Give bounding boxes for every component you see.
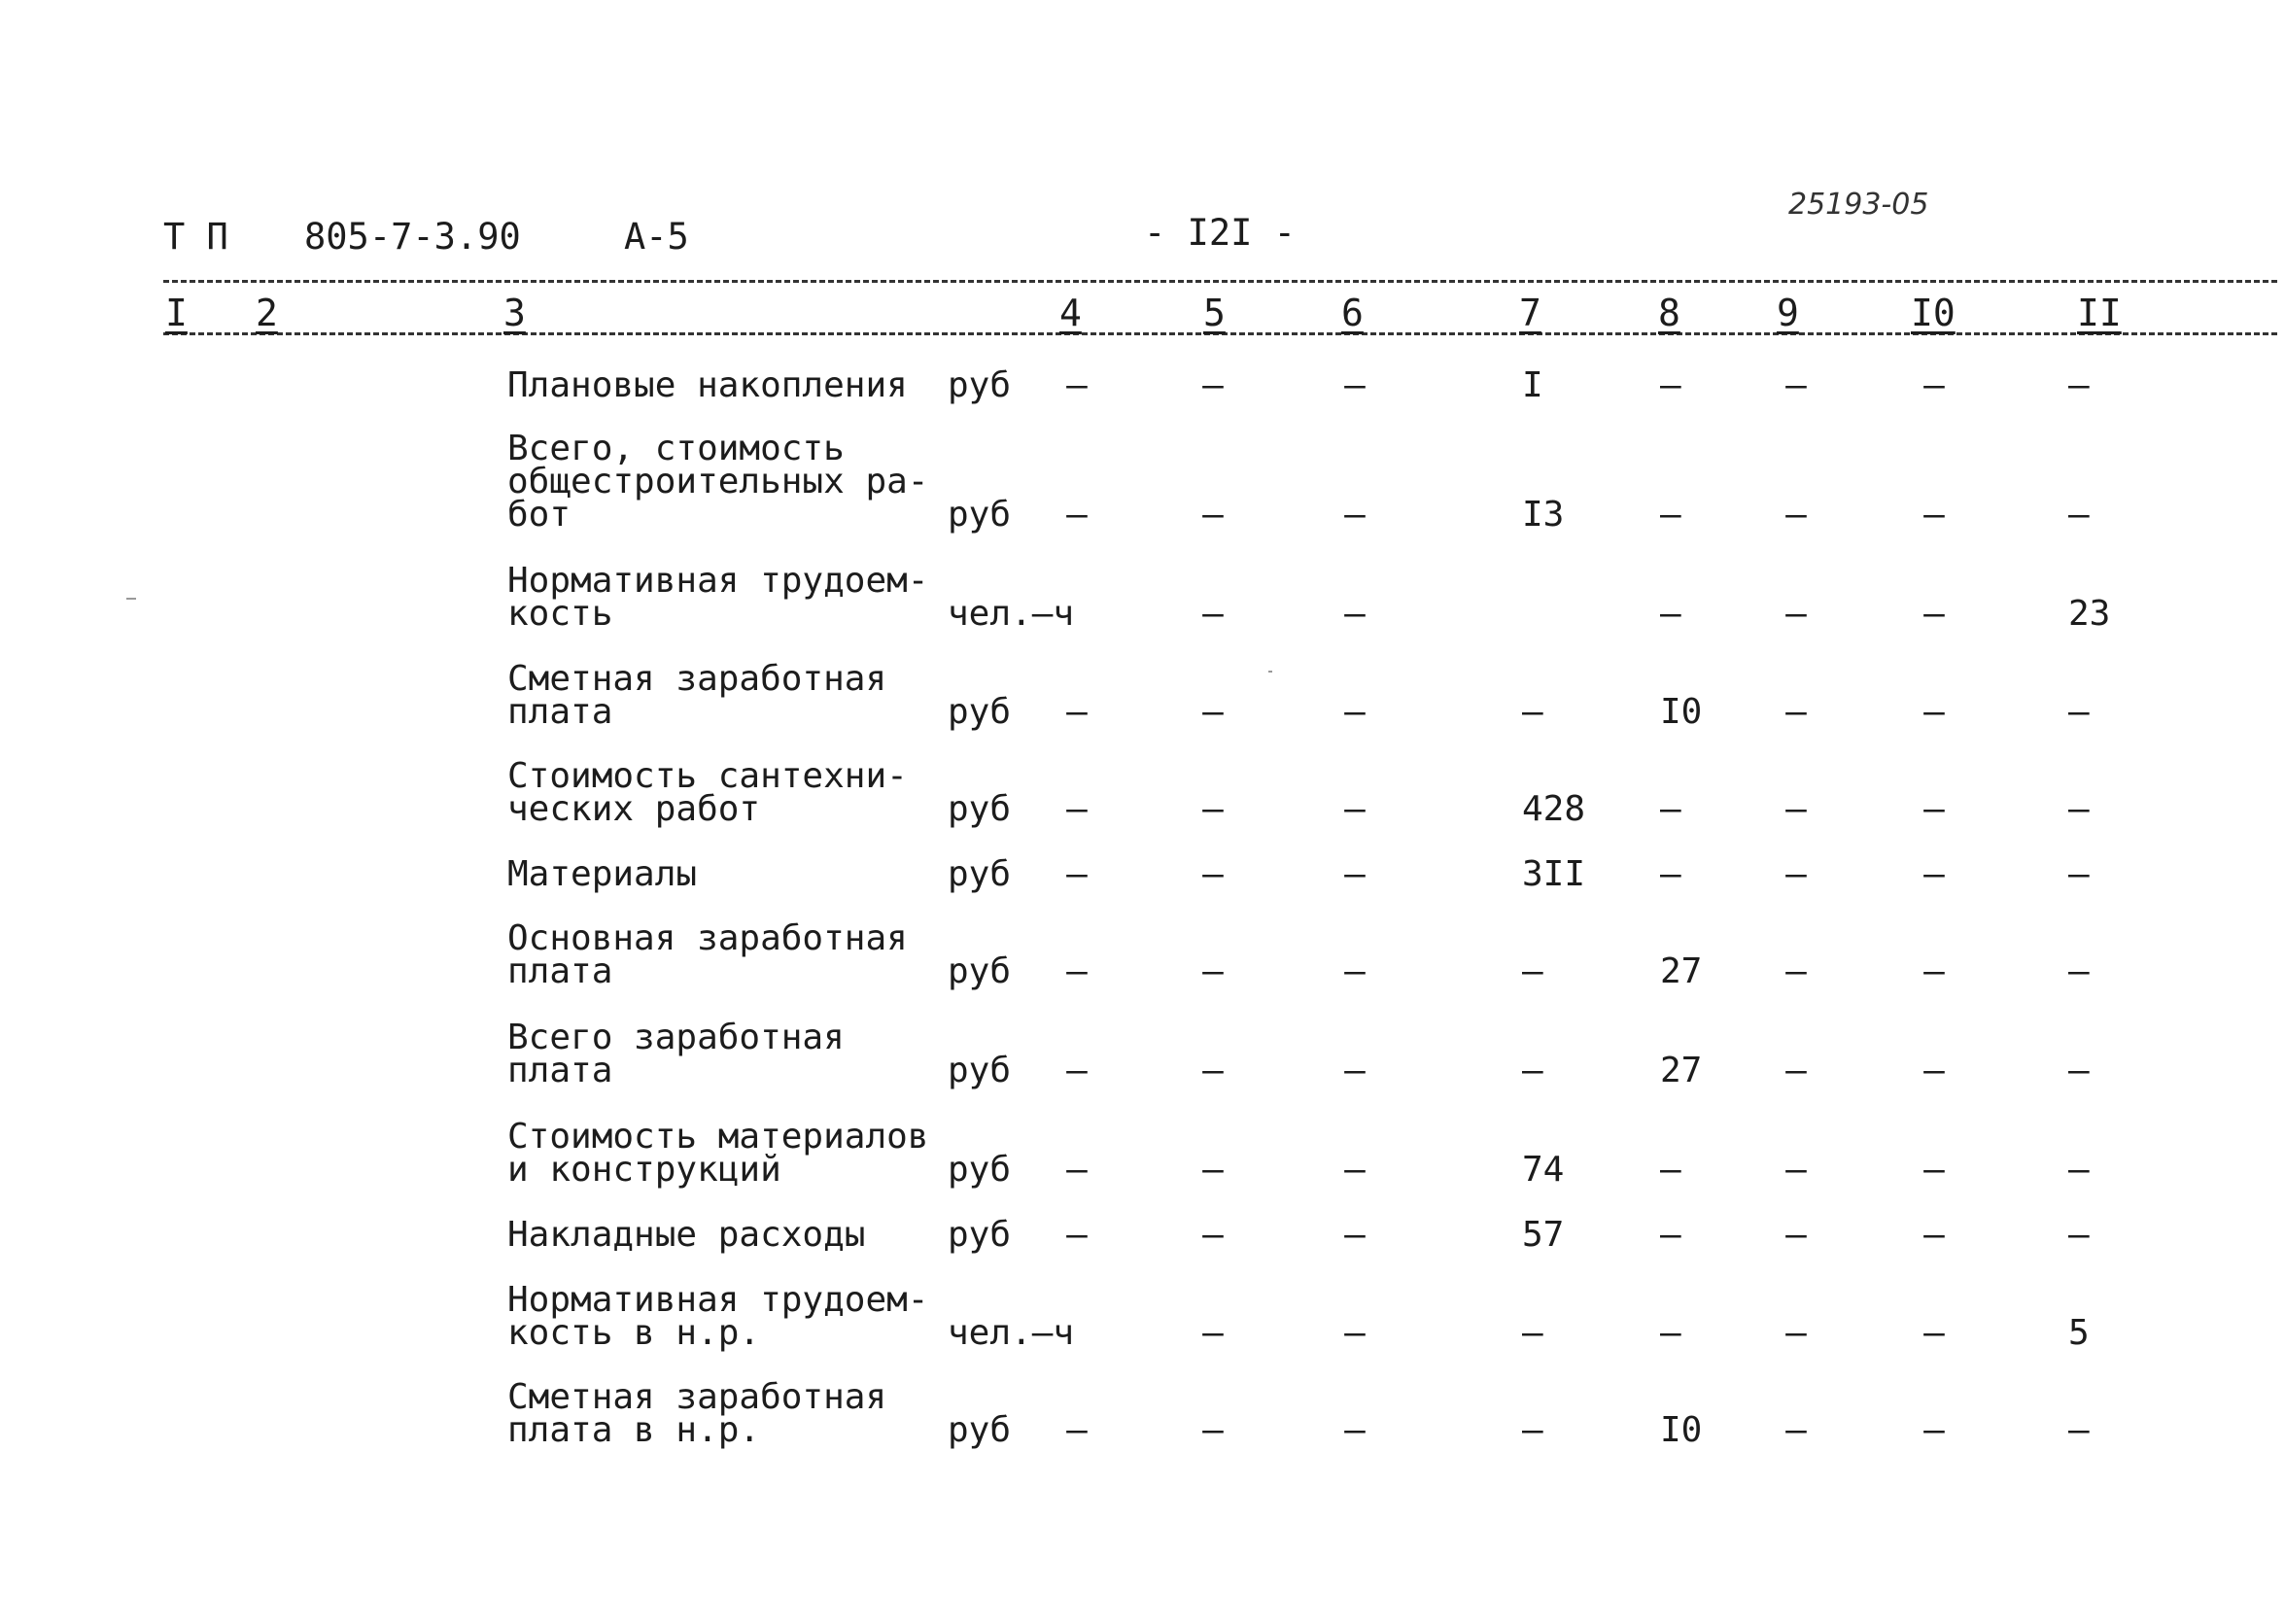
value-cell-6: – — [1344, 1150, 1366, 1190]
item-name: Плановые накопления — [507, 365, 908, 405]
value-cell-6: – — [1344, 365, 1366, 405]
column-number: II — [2077, 292, 2122, 334]
value-cell-11: – — [2068, 1215, 2090, 1255]
value-cell-10: – — [1923, 854, 1945, 894]
value-cell-4: – — [1066, 789, 1088, 829]
value-cell-10: – — [1923, 495, 1945, 535]
value-cell-6: – — [1344, 854, 1366, 894]
value-cell-8: – — [1660, 1150, 1681, 1190]
unit-cell: руб — [948, 1150, 1012, 1190]
column-number: I0 — [1911, 292, 1956, 334]
doc-type: Т П — [163, 216, 228, 258]
value-cell-9: – — [1785, 495, 1807, 535]
value-cell-10: – — [1923, 365, 1945, 405]
value-cell-11: – — [2068, 1410, 2090, 1450]
value-cell-6: – — [1344, 594, 1366, 634]
value-cell-6: – — [1344, 1215, 1366, 1255]
item-name: Всего заработная плата — [507, 1018, 845, 1090]
value-cell-4: – — [1066, 951, 1088, 991]
value-cell-7: – — [1522, 951, 1543, 991]
table-row — [0, 1280, 2285, 1353]
column-number: 4 — [1059, 292, 1082, 334]
value-cell-10: – — [1923, 789, 1945, 829]
value-cell-7: – — [1522, 1313, 1543, 1353]
value-cell-5: – — [1202, 1313, 1224, 1353]
value-cell-5: – — [1202, 1051, 1224, 1090]
unit-cell: руб — [948, 692, 1012, 732]
unit-cell: руб — [948, 951, 1012, 991]
unit-cell: руб — [948, 1410, 1012, 1450]
value-cell-8: – — [1660, 1313, 1681, 1353]
value-cell-5: – — [1202, 1150, 1224, 1190]
item-name: Всего, стоимость общестроительных ра- бот — [507, 429, 929, 535]
value-cell-11: – — [2068, 692, 2090, 732]
item-name: Накладные расходы — [507, 1215, 866, 1255]
column-number: 7 — [1519, 292, 1541, 334]
column-number: 8 — [1658, 292, 1680, 334]
column-number: 9 — [1777, 292, 1799, 334]
value-cell-8: – — [1660, 1215, 1681, 1255]
value-cell-11: – — [2068, 854, 2090, 894]
value-cell-11: – — [2068, 789, 2090, 829]
item-name: Стоимость материалов и конструкций — [507, 1117, 929, 1190]
table-row — [0, 365, 2285, 405]
value-cell-4: – — [1066, 1051, 1088, 1090]
unit-cell: руб — [948, 1215, 1012, 1255]
value-cell-4: – — [1066, 854, 1088, 894]
column-number: 5 — [1203, 292, 1226, 334]
value-cell-8: – — [1660, 495, 1681, 535]
unit-cell: чел.–ч — [948, 1313, 1075, 1353]
table-row — [0, 1215, 2285, 1255]
value-cell-5: – — [1202, 365, 1224, 405]
table-row — [0, 1377, 2285, 1450]
value-cell-7: I3 — [1522, 495, 1565, 535]
table-row — [0, 918, 2285, 991]
column-number: 6 — [1341, 292, 1364, 334]
value-cell-7: 3II — [1522, 854, 1586, 894]
value-cell-8: – — [1660, 365, 1681, 405]
value-cell-6: – — [1344, 1410, 1366, 1450]
album-label: А-5 — [624, 216, 689, 258]
value-cell-4: – — [1066, 495, 1088, 535]
column-number: 2 — [256, 292, 278, 334]
table-row — [0, 756, 2285, 829]
value-cell-10: – — [1923, 692, 1945, 732]
value-cell-11: – — [2068, 951, 2090, 991]
value-cell-5: – — [1202, 854, 1224, 894]
item-name: Основная заработная плата — [507, 918, 908, 991]
item-name: Материалы — [507, 854, 698, 894]
value-cell-6: – — [1344, 692, 1366, 732]
header-rule-top — [163, 280, 2277, 283]
value-cell-10: – — [1923, 1410, 1945, 1450]
value-cell-9: – — [1785, 365, 1807, 405]
value-cell-9: – — [1785, 951, 1807, 991]
page-number: - I2I - — [1144, 212, 1296, 254]
value-cell-8: – — [1660, 594, 1681, 634]
value-cell-9: – — [1785, 1410, 1807, 1450]
item-name: Сметная заработная плата — [507, 659, 887, 732]
value-cell-5: – — [1202, 789, 1224, 829]
value-cell-11: 23 — [2068, 594, 2111, 634]
item-name: Стоимость сантехни- ческих работ — [507, 756, 908, 829]
table-row — [0, 854, 2285, 894]
doc-number: 805-7-3.90 — [304, 216, 521, 258]
value-cell-10: – — [1923, 1150, 1945, 1190]
scan-speck — [1268, 671, 1272, 673]
value-cell-4: – — [1066, 1150, 1088, 1190]
value-cell-9: – — [1785, 1051, 1807, 1090]
value-cell-7: 57 — [1522, 1215, 1565, 1255]
value-cell-6: – — [1344, 1051, 1366, 1090]
value-cell-9: – — [1785, 692, 1807, 732]
unit-cell: руб — [948, 789, 1012, 829]
value-cell-7: I — [1522, 365, 1543, 405]
value-cell-8: – — [1660, 854, 1681, 894]
value-cell-9: – — [1785, 594, 1807, 634]
table-row — [0, 1018, 2285, 1090]
column-number: I — [165, 292, 188, 334]
value-cell-4: – — [1066, 1215, 1088, 1255]
value-cell-9: – — [1785, 854, 1807, 894]
value-cell-8: I0 — [1660, 692, 1703, 732]
table-row — [0, 429, 2285, 535]
value-cell-10: – — [1923, 1051, 1945, 1090]
value-cell-4: – — [1066, 1410, 1088, 1450]
value-cell-6: – — [1344, 951, 1366, 991]
value-cell-5: – — [1202, 495, 1224, 535]
value-cell-7: 428 — [1522, 789, 1586, 829]
value-cell-5: – — [1202, 951, 1224, 991]
value-cell-5: – — [1202, 1215, 1224, 1255]
value-cell-6: – — [1344, 495, 1366, 535]
value-cell-5: – — [1202, 1410, 1224, 1450]
value-cell-5: – — [1202, 594, 1224, 634]
table-row — [0, 561, 2285, 634]
value-cell-8: I0 — [1660, 1410, 1703, 1450]
value-cell-11: 5 — [2068, 1313, 2090, 1353]
archive-stamp: 25193-05 — [1788, 188, 1929, 222]
value-cell-10: – — [1923, 1313, 1945, 1353]
unit-cell: руб — [948, 1051, 1012, 1090]
value-cell-6: – — [1344, 789, 1366, 829]
unit-cell: руб — [948, 854, 1012, 894]
value-cell-9: – — [1785, 1313, 1807, 1353]
value-cell-10: – — [1923, 1215, 1945, 1255]
item-name: Нормативная трудоем- кость в н.р. — [507, 1280, 929, 1353]
value-cell-8: 27 — [1660, 1051, 1703, 1090]
table-row — [0, 1117, 2285, 1190]
column-number: 3 — [503, 292, 526, 334]
value-cell-11: – — [2068, 1150, 2090, 1190]
value-cell-9: – — [1785, 1150, 1807, 1190]
value-cell-7: – — [1522, 1410, 1543, 1450]
value-cell-7: 74 — [1522, 1150, 1565, 1190]
value-cell-4: – — [1066, 692, 1088, 732]
unit-cell: руб — [948, 365, 1012, 405]
value-cell-11: – — [2068, 495, 2090, 535]
value-cell-8: – — [1660, 789, 1681, 829]
value-cell-10: – — [1923, 951, 1945, 991]
value-cell-9: – — [1785, 1215, 1807, 1255]
value-cell-8: 27 — [1660, 951, 1703, 991]
value-cell-5: – — [1202, 692, 1224, 732]
unit-cell: чел.–ч — [948, 594, 1075, 634]
value-cell-11: – — [2068, 365, 2090, 405]
item-name: Нормативная трудоем- кость — [507, 561, 929, 634]
value-cell-4: – — [1066, 365, 1088, 405]
value-cell-6: – — [1344, 1313, 1366, 1353]
value-cell-10: – — [1923, 594, 1945, 634]
value-cell-7: – — [1522, 1051, 1543, 1090]
value-cell-9: – — [1785, 789, 1807, 829]
table-row — [0, 659, 2285, 732]
unit-cell: руб — [948, 495, 1012, 535]
value-cell-7: – — [1522, 692, 1543, 732]
scan-speck — [126, 598, 136, 600]
value-cell-11: – — [2068, 1051, 2090, 1090]
item-name: Сметная заработная плата в н.р. — [507, 1377, 887, 1450]
